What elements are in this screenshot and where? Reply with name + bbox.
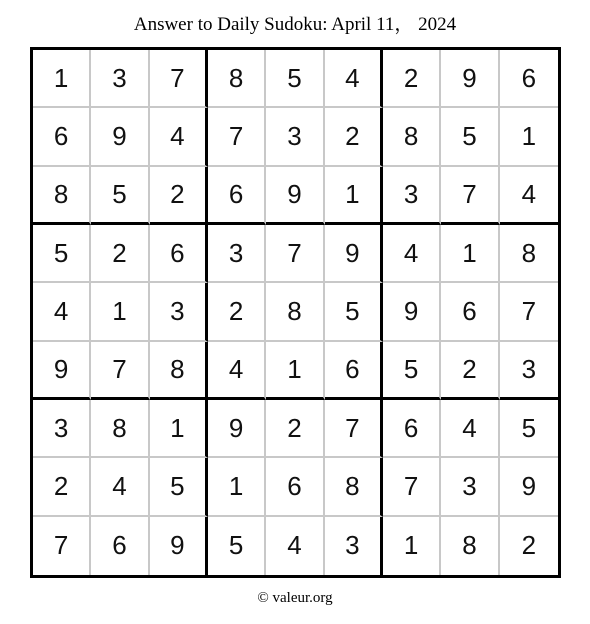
sudoku-cell-r9-c3: 9 bbox=[150, 517, 208, 575]
sudoku-cell-r1-c2: 3 bbox=[91, 50, 149, 108]
sudoku-cell-r9-c7: 1 bbox=[383, 517, 441, 575]
sudoku-cell-r9-c2: 6 bbox=[91, 517, 149, 575]
sudoku-cell-r6-c1: 9 bbox=[33, 342, 91, 400]
sudoku-cell-r5-c4: 2 bbox=[208, 283, 266, 341]
sudoku-cell-r6-c5: 1 bbox=[266, 342, 324, 400]
sudoku-cell-r8-c5: 6 bbox=[266, 458, 324, 516]
sudoku-cell-r8-c9: 9 bbox=[500, 458, 558, 516]
sudoku-cell-r3-c4: 6 bbox=[208, 167, 266, 225]
sudoku-cell-r4-c4: 3 bbox=[208, 225, 266, 283]
sudoku-cell-r4-c1: 5 bbox=[33, 225, 91, 283]
sudoku-cell-r8-c6: 8 bbox=[325, 458, 383, 516]
sudoku-cell-r3-c6: 1 bbox=[325, 167, 383, 225]
sudoku-cell-r5-c8: 6 bbox=[441, 283, 499, 341]
page-title: Answer to Daily Sudoku: April 11， 2024 bbox=[133, 14, 457, 35]
sudoku-cell-r2-c6: 2 bbox=[325, 108, 383, 166]
sudoku-cell-r7-c4: 9 bbox=[208, 400, 266, 458]
sudoku-cell-r4-c7: 4 bbox=[383, 225, 441, 283]
sudoku-cell-r9-c4: 5 bbox=[208, 517, 266, 575]
sudoku-cell-r7-c3: 1 bbox=[150, 400, 208, 458]
sudoku-board bbox=[30, 47, 561, 578]
sudoku-cell-r5-c5: 8 bbox=[266, 283, 324, 341]
sudoku-cell-r3-c9: 4 bbox=[500, 167, 558, 225]
sudoku-cell-r2-c8: 5 bbox=[441, 108, 499, 166]
sudoku-cell-r3-c3: 2 bbox=[150, 167, 208, 225]
sudoku-cell-r7-c8: 4 bbox=[441, 400, 499, 458]
sudoku-cell-r1-c4: 8 bbox=[208, 50, 266, 108]
sudoku-cell-r2-c2: 9 bbox=[91, 108, 149, 166]
copyright-footer: © valeur.org bbox=[257, 590, 333, 606]
sudoku-cell-r9-c9: 2 bbox=[521, 530, 537, 561]
sudoku-cell-r9-c8: 8 bbox=[441, 517, 499, 575]
sudoku-cell-r5-c3: 3 bbox=[150, 283, 208, 341]
sudoku-cell-r5-c2: 1 bbox=[91, 283, 149, 341]
sudoku-cell-r7-c1: 3 bbox=[33, 400, 91, 458]
sudoku-cell-r9-c1: 7 bbox=[33, 517, 91, 575]
sudoku-cell-r4-c9: 8 bbox=[500, 225, 558, 283]
sudoku-cell-r6-c3: 8 bbox=[150, 342, 208, 400]
sudoku-cell-r2-c1: 6 bbox=[33, 108, 91, 166]
sudoku-cell-r2-c4: 7 bbox=[208, 108, 266, 166]
sudoku-cell-r3-c5: 9 bbox=[266, 167, 324, 225]
sudoku-cell-r5-c6: 5 bbox=[325, 283, 383, 341]
sudoku-cell-r8-c4: 1 bbox=[208, 458, 266, 516]
sudoku-cell-r6-c4: 4 bbox=[208, 342, 266, 400]
sudoku-cell-r6-c6: 6 bbox=[325, 342, 383, 400]
sudoku-cell-r3-c2: 5 bbox=[91, 167, 149, 225]
sudoku-cell-r1-c9: 6 bbox=[500, 50, 558, 108]
sudoku-cell-r4-c5: 7 bbox=[266, 225, 324, 283]
sudoku-cell-r1-c5: 5 bbox=[266, 50, 324, 108]
sudoku-cell-r6-c7: 5 bbox=[383, 342, 441, 400]
sudoku-cell-r9-c5: 4 bbox=[266, 517, 324, 575]
sudoku-cell-r8-c7: 7 bbox=[383, 458, 441, 516]
sudoku-cell-r1-c7: 2 bbox=[383, 50, 441, 108]
sudoku-cell-r1-c1: 1 bbox=[33, 50, 91, 108]
sudoku-cell-r6-c9: 3 bbox=[500, 342, 558, 400]
sudoku-cell-r1-c3: 7 bbox=[150, 50, 208, 108]
sudoku-cell-r4-c2: 2 bbox=[91, 225, 149, 283]
sudoku-cell-r5-c7: 9 bbox=[383, 283, 441, 341]
sudoku-cell-r4-c3: 6 bbox=[150, 225, 208, 283]
sudoku-cell-r2-c3: 4 bbox=[150, 108, 208, 166]
sudoku-cell-r2-c5: 3 bbox=[266, 108, 324, 166]
sudoku-cell-r4-c6: 9 bbox=[325, 225, 383, 283]
sudoku-cell-r4-c8: 1 bbox=[441, 225, 499, 283]
sudoku-cell-r7-c7: 6 bbox=[383, 400, 441, 458]
sudoku-cell-r7-c6: 7 bbox=[325, 400, 383, 458]
sudoku-cell-r1-c8: 9 bbox=[441, 50, 499, 108]
sudoku-cell-r2-c9: 1 bbox=[500, 108, 558, 166]
sudoku-cell-r9-c6: 3 bbox=[325, 517, 383, 575]
sudoku-cell-r7-c2: 8 bbox=[91, 400, 149, 458]
sudoku-cell-r8-c1: 2 bbox=[33, 458, 91, 516]
sudoku-cell-r8-c8: 3 bbox=[441, 458, 499, 516]
sudoku-cell-r3-c7: 3 bbox=[383, 167, 441, 225]
sudoku-cell-r6-c2: 7 bbox=[91, 342, 149, 400]
sudoku-cell-r5-c1: 4 bbox=[33, 283, 91, 341]
sudoku-cell-r8-c2: 4 bbox=[91, 458, 149, 516]
sudoku-cell-r3-c8: 7 bbox=[441, 167, 499, 225]
sudoku-cell-r6-c8: 2 bbox=[441, 342, 499, 400]
sudoku-cell-r5-c9: 7 bbox=[500, 283, 558, 341]
sudoku-cell-r8-c3: 5 bbox=[150, 458, 208, 516]
sudoku-cell-r7-c9: 5 bbox=[500, 400, 558, 458]
sudoku-cell-r2-c7: 8 bbox=[383, 108, 441, 166]
sudoku-cell-r7-c5: 2 bbox=[266, 400, 324, 458]
sudoku-cell-r1-c6: 4 bbox=[325, 50, 383, 108]
sudoku-cell-r3-c1: 8 bbox=[33, 167, 91, 225]
